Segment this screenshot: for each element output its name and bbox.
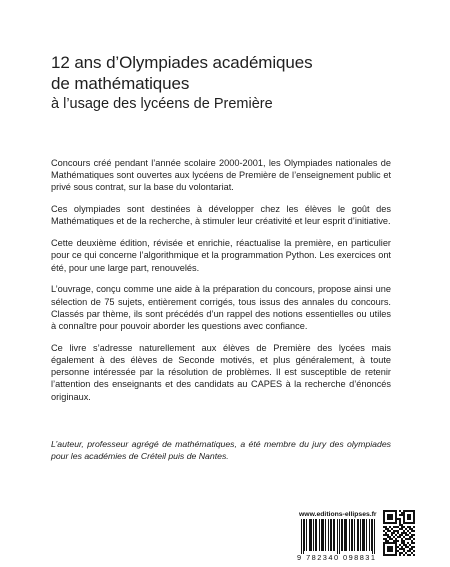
qr-module (409, 526, 411, 528)
qr-module (391, 550, 393, 552)
qr-module (405, 522, 407, 524)
qr-module (397, 550, 399, 552)
qr-module (405, 532, 407, 534)
qr-module (393, 510, 395, 512)
qr-module (391, 542, 393, 544)
qr-module (389, 516, 391, 518)
qr-module (385, 540, 387, 542)
qr-module (413, 534, 415, 536)
qr-module (389, 510, 391, 512)
qr-module (409, 516, 411, 518)
qr-module (389, 546, 391, 548)
qr-module (413, 530, 415, 532)
qr-module (395, 540, 397, 542)
qr-module (395, 554, 397, 556)
qr-module (383, 516, 385, 518)
qr-module (391, 522, 393, 524)
qr-module (407, 510, 409, 512)
qr-module (413, 538, 415, 540)
qr-module (391, 518, 393, 520)
qr-code-icon (383, 510, 415, 556)
qr-module (403, 548, 405, 550)
qr-module (413, 520, 415, 522)
qr-module (395, 530, 397, 532)
barcode-bar (306, 519, 307, 551)
barcode-graphic (297, 519, 375, 561)
qr-module (407, 538, 409, 540)
qr-module (387, 536, 389, 538)
qr-module (389, 550, 391, 552)
qr-module (413, 518, 415, 520)
barcode-bar (354, 519, 355, 551)
qr-module (389, 514, 391, 516)
qr-module (403, 536, 405, 538)
title-block (51, 52, 411, 114)
qr-module (405, 534, 407, 536)
qr-module (391, 548, 393, 550)
publisher-website[interactable]: www.editions-ellipses.fr (299, 511, 377, 518)
qr-module (385, 542, 387, 544)
qr-module (409, 514, 411, 516)
barcode-bar (316, 519, 317, 551)
qr-module (413, 526, 415, 528)
barcode-bar (328, 519, 329, 551)
qr-module (383, 552, 385, 554)
qr-module (411, 534, 413, 536)
barcode-bar (331, 519, 332, 551)
qr-module (405, 552, 407, 554)
qr-module (405, 510, 407, 512)
qr-module (389, 526, 391, 528)
qr-module (389, 554, 391, 556)
qr-module (403, 550, 405, 552)
qr-module (395, 544, 397, 546)
qr-module (395, 552, 397, 554)
qr-module (383, 554, 385, 556)
qr-module (403, 532, 405, 534)
barcode-bar (352, 519, 353, 551)
qr-module (401, 528, 403, 530)
barcode-bar (341, 519, 342, 551)
qr-module (391, 516, 393, 518)
qr-module (393, 532, 395, 534)
paragraph-1: Concours créé pendant l’année scolaire 2000-2001, les Olympiades nationales de Mathématiques sont ouvertes aux lycéens de Première de l’enseignement public et privé sous contrat, sur la base du volontariat. (51, 158, 391, 193)
qr-module (409, 548, 411, 550)
qr-module (387, 540, 389, 542)
title-line-1: 12 ans d’Olympiades académiques (51, 53, 313, 72)
qr-module (387, 550, 389, 552)
qr-module (397, 536, 399, 538)
qr-module (389, 530, 391, 532)
qr-module (411, 548, 413, 550)
barcode-bar (319, 519, 320, 551)
qr-module (383, 518, 385, 520)
qr-module (413, 522, 415, 524)
qr-module (401, 546, 403, 548)
qr-module (391, 546, 393, 548)
barcode-bar (339, 519, 340, 554)
qr-module (407, 526, 409, 528)
qr-module (409, 528, 411, 530)
title-line-2: de mathématiques (51, 74, 190, 93)
qr-module (391, 514, 393, 516)
qr-module (403, 526, 405, 528)
qr-module (395, 510, 397, 512)
qr-module (403, 510, 405, 512)
qr-module (395, 522, 397, 524)
qr-module (399, 524, 401, 526)
barcode-bar (374, 519, 375, 554)
qr-module (401, 534, 403, 536)
qr-module (395, 520, 397, 522)
qr-module (405, 546, 407, 548)
qr-module (389, 522, 391, 524)
barcode-bar (323, 519, 324, 551)
qr-module (399, 518, 401, 520)
qr-module (405, 538, 407, 540)
qr-module (395, 550, 397, 552)
qr-module (397, 532, 399, 534)
qr-module (403, 518, 405, 520)
qr-module (397, 540, 399, 542)
barcode-bar (303, 519, 304, 554)
qr-module (387, 528, 389, 530)
barcode-bar (301, 519, 302, 554)
qr-module (393, 554, 395, 556)
qr-module (401, 524, 403, 526)
qr-module (387, 542, 389, 544)
qr-module (403, 516, 405, 518)
qr-module (387, 530, 389, 532)
description (51, 157, 391, 412)
qr-module (411, 540, 413, 542)
paragraph-3: Cette deuxième édition, révisée et enrichie, réactualise la première, en particulier pour ce qui concerne l’algorithmique et la programmation Python. Les exercices ont été, pour une large part, renouvelés. (51, 238, 391, 273)
qr-module (403, 514, 405, 516)
qr-module (409, 510, 411, 512)
qr-module (407, 534, 409, 536)
qr-module (403, 530, 405, 532)
qr-module (413, 550, 415, 552)
barcode-bar (337, 519, 338, 554)
barcode-bar (342, 519, 343, 551)
qr-module (393, 526, 395, 528)
qr-module (401, 512, 403, 514)
barcode-bar (369, 519, 370, 551)
qr-module (413, 512, 415, 514)
qr-module (383, 548, 385, 550)
qr-module (403, 554, 405, 556)
qr-module (401, 540, 403, 542)
qr-module (411, 552, 413, 554)
qr-module (385, 522, 387, 524)
qr-module (407, 522, 409, 524)
qr-module (391, 534, 393, 536)
isbn-digits: 9 782340 098831 (297, 553, 375, 561)
paragraph-5: Ce livre s’adresse naturellement aux élèves de Première des lycées mais également à des élèves de Seconde motivés, et plus généralement, à toute personne intéressée par la résolution de problèmes. Il est susceptible de retenir l’attention des enseignants et des candidats au CAPES à la recherche d’énoncés originaux. (51, 342, 391, 402)
qr-module (391, 554, 393, 556)
qr-module (395, 512, 397, 514)
paragraph-2: Ces olympiades sont destinées à développer chez les élèves le goût des Mathématiques et de la recherche, à stimuler leur créativité et leur esprit d’initiative. (51, 204, 391, 227)
qr-module (395, 516, 397, 518)
qr-module (411, 522, 413, 524)
qr-module (385, 510, 387, 512)
barcode-bar (315, 519, 316, 551)
qr-module (383, 544, 385, 546)
barcode-bar (313, 519, 314, 551)
qr-module (409, 544, 411, 546)
qr-module (409, 532, 411, 534)
barcode-bar (321, 519, 322, 551)
qr-module (399, 528, 401, 530)
qr-module (395, 514, 397, 516)
qr-module (391, 532, 393, 534)
qr-module (383, 520, 385, 522)
barcode-bar (311, 519, 312, 551)
qr-module (411, 528, 413, 530)
qr-module (395, 546, 397, 548)
barcode-bar (366, 519, 367, 551)
qr-module (395, 548, 397, 550)
qr-module (411, 546, 413, 548)
qr-module (395, 518, 397, 520)
qr-module (413, 542, 415, 544)
qr-module (407, 516, 409, 518)
qr-module (401, 514, 403, 516)
qr-module (399, 554, 401, 556)
qr-module (389, 548, 391, 550)
barcode-bar (372, 519, 373, 554)
qr-module (399, 514, 401, 516)
qr-module (401, 542, 403, 544)
qr-module (387, 522, 389, 524)
qr-module (393, 542, 395, 544)
qr-code[interactable] (383, 510, 415, 556)
qr-module (407, 554, 409, 556)
qr-module (413, 546, 415, 548)
qr-module (403, 520, 405, 522)
qr-module (387, 516, 389, 518)
qr-module (399, 536, 401, 538)
qr-module (387, 514, 389, 516)
qr-module (383, 514, 385, 516)
qr-module (387, 510, 389, 512)
paragraph-4: L’ouvrage, conçu comme une aide à la préparation du concours, propose ainsi une sélection de 75 sujets, entièrement corrigés, tous issus des annales du concours. Classés par thème, ils sont précédés d’un rappel des notions essentielles ou utiles à connaître pour pouvoir aborder les questions avec confiance. (51, 284, 391, 332)
qr-module (413, 516, 415, 518)
barcode-bar (358, 519, 359, 551)
qr-module (405, 528, 407, 530)
qr-module (409, 550, 411, 552)
qr-module (411, 542, 413, 544)
barcode-bar (330, 519, 331, 551)
qr-module (393, 530, 395, 532)
qr-module (395, 526, 397, 528)
qr-module (413, 514, 415, 516)
qr-module (407, 530, 409, 532)
barcode-bar (362, 519, 363, 551)
qr-module (389, 542, 391, 544)
qr-module (405, 544, 407, 546)
subtitle-line: à l’usage des lycéens de Première (51, 96, 273, 112)
barcode-bar (310, 519, 311, 551)
qr-module (395, 542, 397, 544)
qr-module (401, 552, 403, 554)
qr-module (387, 554, 389, 556)
qr-module (407, 514, 409, 516)
qr-module (383, 512, 385, 514)
barcode-bar (371, 519, 372, 551)
qr-module (383, 542, 385, 544)
qr-module (403, 540, 405, 542)
qr-module (411, 530, 413, 532)
qr-module (409, 538, 411, 540)
qr-module (383, 526, 385, 528)
qr-module (407, 542, 409, 544)
qr-module (389, 538, 391, 540)
qr-module (397, 526, 399, 528)
barcode-bar (345, 519, 346, 551)
qr-module (397, 530, 399, 532)
qr-module (385, 528, 387, 530)
qr-module (385, 554, 387, 556)
qr-module (391, 510, 393, 512)
barcode-bar (351, 519, 352, 551)
qr-module (399, 544, 401, 546)
barcode-bar (363, 519, 364, 551)
qr-module (389, 536, 391, 538)
qr-module (401, 538, 403, 540)
qr-module (397, 518, 399, 520)
qr-module (401, 526, 403, 528)
qr-module (385, 532, 387, 534)
barcode-bar (360, 519, 361, 551)
qr-module (403, 522, 405, 524)
qr-module (399, 534, 401, 536)
barcode-bar (357, 519, 358, 551)
barcode-bar (333, 519, 334, 551)
barcode-bar (309, 519, 310, 551)
barcode-bar (325, 519, 326, 551)
qr-module (397, 546, 399, 548)
qr-module (413, 554, 415, 556)
barcode-bar (304, 519, 305, 551)
qr-module (403, 512, 405, 514)
qr-module (383, 522, 385, 524)
qr-module (413, 510, 415, 512)
qr-module (387, 546, 389, 548)
qr-module (383, 550, 385, 552)
qr-module (393, 540, 395, 542)
barcode-bar (344, 519, 345, 551)
qr-module (409, 536, 411, 538)
qr-module (387, 518, 389, 520)
isbn-barcode (297, 519, 375, 561)
qr-module (401, 548, 403, 550)
qr-module (393, 536, 395, 538)
qr-module (409, 518, 411, 520)
qr-module (399, 520, 401, 522)
barcode-bar (334, 519, 335, 551)
qr-module (409, 554, 411, 556)
qr-module (403, 544, 405, 546)
qr-module (385, 526, 387, 528)
qr-module (383, 538, 385, 540)
qr-module (393, 522, 395, 524)
qr-module (401, 532, 403, 534)
qr-module (383, 510, 385, 512)
qr-module (411, 536, 413, 538)
qr-module (383, 530, 385, 532)
qr-module (399, 510, 401, 512)
qr-module (411, 510, 413, 512)
qr-module (387, 534, 389, 536)
barcode-bar (322, 519, 323, 551)
qr-module (387, 548, 389, 550)
qr-module (403, 542, 405, 544)
qr-module (385, 538, 387, 540)
barcode-bar (364, 519, 365, 551)
qr-module (383, 534, 385, 536)
qr-module (399, 522, 401, 524)
qr-module (391, 538, 393, 540)
qr-module (407, 518, 409, 520)
qr-module (399, 548, 401, 550)
qr-module (391, 528, 393, 530)
author-note: L’auteur, professeur agrégé de mathématiques, a été membre du jury des olympiades pour les académies de Créteil puis de Nantes. (51, 439, 391, 461)
qr-module (383, 546, 385, 548)
qr-module (399, 552, 401, 554)
qr-module (407, 550, 409, 552)
barcode-bar (346, 519, 347, 551)
qr-module (395, 534, 397, 536)
barcode-bar (349, 519, 350, 551)
qr-module (409, 522, 411, 524)
qr-module (407, 546, 409, 548)
qr-module (395, 538, 397, 540)
qr-module (385, 534, 387, 536)
qr-module (389, 518, 391, 520)
